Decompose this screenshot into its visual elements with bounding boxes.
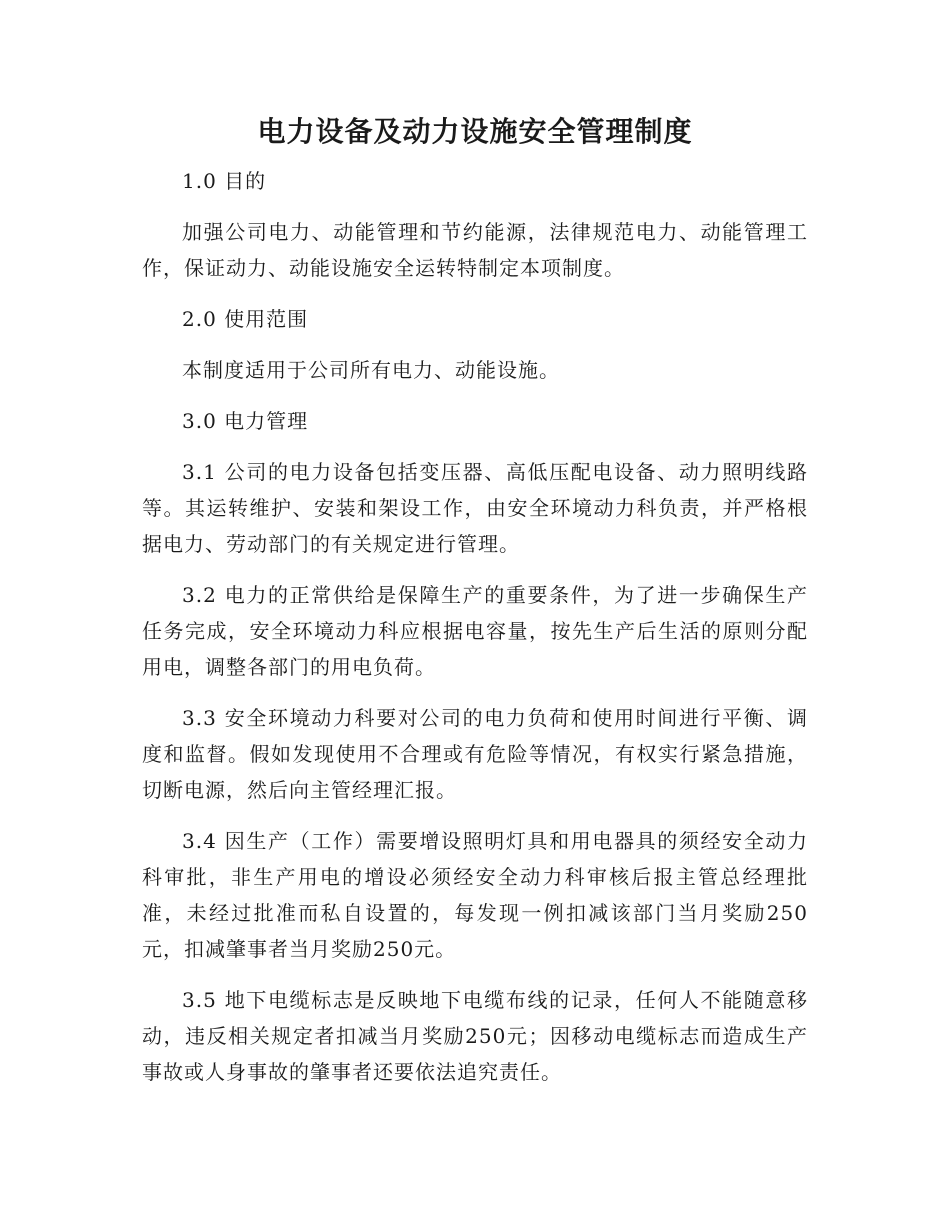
paragraph-scope: 本制度适用于公司所有电力、动能设施。: [182, 358, 560, 382]
section-heading-power-management: 3.0 电力管理: [182, 409, 309, 433]
paragraph-purpose: 加强公司电力、动能管理和节约能源，法律规范电力、动能管理工作，保证动力、动能设施安全运转特制定本项制度。: [142, 220, 808, 280]
document-title: 电力设备及动力设施安全管理制度: [257, 115, 693, 148]
paragraph-3-2: 3.2 电力的正常供给是保障生产的重要条件，为了进一步确保生产任务完成，安全环境动力科应根据电容量，按先生产后生活的原则分配用电，调整各部门的用电负荷。: [142, 583, 808, 679]
document-body: [142, 163, 808, 1105]
paragraph-3-4: 3.4 因生产（工作）需要增设照明灯具和用电器具的须经安全动力科审批，非生产用电的增设必须经安全动力科审核后报主管总经理批准，未经过批准而私自设置的，每发现一例扣减该部门当月奖励250元，扣减肇事者当月奖励250元。: [142, 829, 808, 961]
section-heading-scope: 2.0 使用范围: [182, 307, 309, 331]
section-heading-purpose: 1.0 目的: [182, 169, 267, 193]
paragraph-3-3: 3.3 安全环境动力科要对公司的电力负荷和使用时间进行平衡、调度和监督。假如发现使用不合理或有危险等情况，有权实行紧急措施，切断电源，然后向主管经理汇报。: [142, 706, 808, 802]
paragraph-3-1: 3.1 公司的电力设备包括变压器、高低压配电设备、动力照明线路等。其运转维护、安装和架设工作，由安全环境动力科负责，并严格根据电力、劳动部门的有关规定进行管理。: [142, 460, 808, 556]
paragraph-3-5: 3.5 地下电缆标志是反映地下电缆布线的记录，任何人不能随意移动，违反相关规定者扣减当月奖励250元；因移动电缆标志而造成生产事故或人身事故的肇事者还要依法追究责任。: [142, 988, 808, 1084]
